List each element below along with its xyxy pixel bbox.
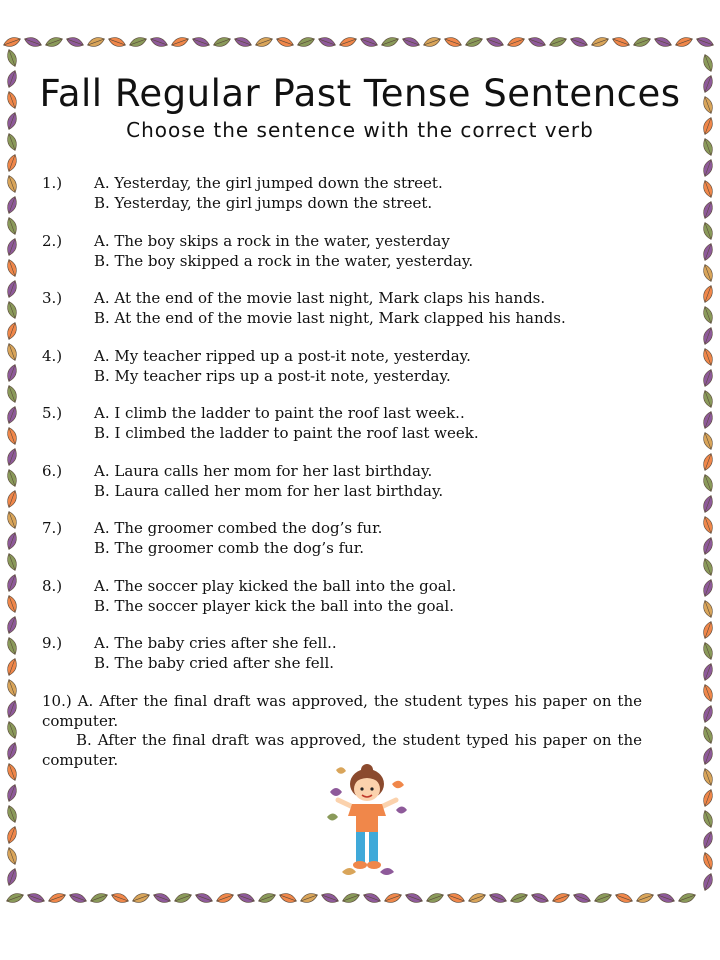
autumn-leaf-icon — [701, 410, 715, 430]
autumn-leaf-icon — [701, 809, 715, 829]
option-a: A. Yesterday, the girl jumped down the street. — [94, 174, 443, 192]
autumn-leaf-icon — [5, 699, 19, 719]
autumn-leaf-icon — [278, 891, 298, 905]
autumn-leaf-icon — [131, 891, 151, 905]
page-title: Fall Regular Past Tense Sentences — [39, 72, 681, 115]
autumn-leaf-icon — [5, 258, 19, 278]
autumn-leaf-icon — [254, 35, 274, 49]
autumn-leaf-icon — [701, 830, 715, 850]
question-9 — [42, 634, 642, 673]
option-b: B. The soccer player kick the ball into the goal. — [94, 596, 454, 615]
autumn-leaf-icon — [569, 35, 589, 49]
autumn-leaf-icon — [5, 891, 25, 905]
autumn-leaf-icon — [701, 326, 715, 346]
autumn-leaf-icon — [701, 641, 715, 661]
autumn-leaf-icon — [614, 891, 634, 905]
autumn-leaf-icon — [5, 783, 19, 803]
autumn-leaf-icon — [701, 158, 715, 178]
autumn-leaf-icon — [701, 620, 715, 640]
autumn-leaf-icon — [26, 891, 46, 905]
autumn-leaf-icon — [5, 867, 19, 887]
option-b: B. The boy skipped a rock in the water, yesterday. — [94, 251, 474, 270]
question-number: 1.) — [42, 174, 63, 192]
autumn-leaf-icon — [404, 891, 424, 905]
autumn-leaf-icon — [47, 891, 67, 905]
autumn-leaf-icon — [5, 195, 19, 215]
autumn-leaf-icon — [590, 35, 610, 49]
autumn-leaf-icon — [5, 531, 19, 551]
autumn-leaf-icon — [338, 35, 358, 49]
autumn-leaf-icon — [5, 720, 19, 740]
question-number: 8.) — [42, 577, 63, 595]
autumn-leaf-icon — [233, 35, 253, 49]
autumn-leaf-icon — [110, 891, 130, 905]
autumn-leaf-icon — [701, 536, 715, 556]
autumn-leaf-icon — [701, 95, 715, 115]
option-a: A. Laura calls her mom for her last birthday. — [94, 462, 433, 480]
autumn-leaf-icon — [212, 35, 232, 49]
autumn-leaf-icon — [701, 767, 715, 787]
autumn-leaf-icon — [674, 35, 694, 49]
question-10-option-b: B. After the final draft was approved, the student typed his paper on the computer. — [42, 731, 642, 769]
autumn-leaf-icon — [5, 426, 19, 446]
autumn-leaf-icon — [701, 704, 715, 724]
autumn-leaf-icon — [383, 891, 403, 905]
autumn-leaf-icon — [485, 35, 505, 49]
autumn-leaf-icon — [443, 35, 463, 49]
autumn-leaf-icon — [701, 725, 715, 745]
autumn-leaf-icon — [5, 825, 19, 845]
autumn-leaf-icon — [68, 891, 88, 905]
autumn-leaf-icon — [359, 35, 379, 49]
question-5 — [42, 404, 642, 443]
page-subtitle: Choose the sentence with the correct verb — [126, 118, 594, 142]
option-b: B. I climbed the ladder to paint the roof last week. — [94, 423, 479, 442]
autumn-leaf-icon — [380, 35, 400, 49]
autumn-leaf-icon — [506, 35, 526, 49]
autumn-leaf-icon — [5, 48, 19, 68]
autumn-leaf-icon — [701, 74, 715, 94]
autumn-leaf-icon — [464, 35, 484, 49]
autumn-leaf-icon — [701, 431, 715, 451]
autumn-leaf-icon — [701, 515, 715, 535]
autumn-leaf-icon — [149, 35, 169, 49]
autumn-leaf-icon — [44, 35, 64, 49]
question-10-option-a: 10.) A. After the final draft was approved, the student types his paper on the computer. — [42, 692, 642, 730]
autumn-leaf-icon — [362, 891, 382, 905]
autumn-leaf-icon — [695, 35, 715, 49]
autumn-leaf-icon — [5, 279, 19, 299]
option-a: A. The soccer play kicked the ball into the goal. — [94, 577, 457, 595]
autumn-leaf-icon — [701, 242, 715, 262]
autumn-leaf-icon — [152, 891, 172, 905]
autumn-leaf-icon — [656, 891, 676, 905]
autumn-leaf-icon — [632, 35, 652, 49]
autumn-leaf-icon — [128, 35, 148, 49]
autumn-leaf-icon — [5, 363, 19, 383]
autumn-leaf-icon — [701, 347, 715, 367]
autumn-leaf-icon — [488, 891, 508, 905]
question-7 — [42, 519, 642, 558]
autumn-leaf-icon — [701, 137, 715, 157]
autumn-leaf-icon — [191, 35, 211, 49]
autumn-leaf-icon — [611, 35, 631, 49]
autumn-leaf-icon — [5, 153, 19, 173]
option-b: B. Yesterday, the girl jumps down the street. — [94, 193, 433, 212]
option-b: B. The baby cried after she fell. — [94, 653, 335, 672]
option-b: B. My teacher rips up a post-it note, yesterday. — [94, 366, 451, 385]
autumn-leaf-icon — [257, 891, 277, 905]
autumn-leaf-icon — [236, 891, 256, 905]
autumn-leaf-icon — [401, 35, 421, 49]
option-a: A. I climb the ladder to paint the roof last week.. — [94, 404, 465, 422]
autumn-leaf-icon — [5, 741, 19, 761]
autumn-leaf-icon — [467, 891, 487, 905]
autumn-leaf-icon — [317, 35, 337, 49]
autumn-leaf-icon — [89, 891, 109, 905]
option-b: B. The groomer comb the dog’s fur. — [94, 538, 365, 557]
autumn-leaf-icon — [530, 891, 550, 905]
option-b: B. Laura called her mom for her last birthday. — [94, 481, 444, 500]
question-number: 7.) — [42, 519, 63, 537]
question-number: 3.) — [42, 289, 63, 307]
option-a: A. The baby cries after she fell.. — [94, 634, 337, 652]
autumn-leaf-icon — [5, 636, 19, 656]
autumn-leaf-icon — [701, 851, 715, 871]
autumn-leaf-icon — [173, 891, 193, 905]
autumn-leaf-icon — [701, 305, 715, 325]
autumn-leaf-icon — [5, 846, 19, 866]
autumn-leaf-icon — [5, 762, 19, 782]
autumn-leaf-icon — [5, 447, 19, 467]
question-4 — [42, 347, 642, 386]
autumn-leaf-icon — [701, 452, 715, 472]
autumn-leaf-icon — [299, 891, 319, 905]
autumn-leaf-icon — [5, 300, 19, 320]
autumn-leaf-icon — [701, 557, 715, 577]
autumn-leaf-icon — [701, 662, 715, 682]
autumn-leaf-icon — [5, 678, 19, 698]
autumn-leaf-icon — [5, 342, 19, 362]
question-8 — [42, 577, 642, 616]
option-a: A. At the end of the movie last night, Mark claps his hands. — [94, 289, 546, 307]
autumn-leaf-icon — [701, 53, 715, 73]
autumn-leaf-icon — [635, 891, 655, 905]
autumn-leaf-icon — [701, 389, 715, 409]
autumn-leaf-icon — [551, 891, 571, 905]
autumn-leaf-icon — [194, 891, 214, 905]
autumn-leaf-icon — [701, 683, 715, 703]
autumn-leaf-icon — [422, 35, 442, 49]
autumn-leaf-icon — [572, 891, 592, 905]
autumn-leaf-icon — [5, 237, 19, 257]
autumn-leaf-icon — [23, 35, 43, 49]
option-a: A. My teacher ripped up a post-it note, yesterday. — [94, 347, 471, 365]
autumn-leaf-icon — [65, 35, 85, 49]
autumn-leaf-icon — [5, 489, 19, 509]
option-b: B. At the end of the movie last night, Mark clapped his hands. — [94, 308, 566, 327]
autumn-leaf-icon — [701, 200, 715, 220]
autumn-leaf-icon — [701, 578, 715, 598]
autumn-leaf-icon — [275, 35, 295, 49]
autumn-leaf-icon — [701, 116, 715, 136]
question-number: 9.) — [42, 634, 63, 652]
autumn-leaf-icon — [425, 891, 445, 905]
autumn-leaf-icon — [296, 35, 316, 49]
autumn-leaf-icon — [548, 35, 568, 49]
autumn-leaf-icon — [5, 615, 19, 635]
autumn-leaf-icon — [5, 321, 19, 341]
autumn-leaf-icon — [5, 573, 19, 593]
autumn-leaf-icon — [701, 368, 715, 388]
question-2 — [42, 232, 642, 271]
question-number: 6.) — [42, 462, 63, 480]
worksheet — [22, 52, 698, 886]
autumn-leaf-icon — [5, 111, 19, 131]
autumn-leaf-icon — [701, 179, 715, 199]
autumn-leaf-icon — [5, 69, 19, 89]
autumn-leaf-icon — [5, 90, 19, 110]
autumn-leaf-icon — [5, 132, 19, 152]
question-number: 4.) — [42, 347, 63, 365]
question-3 — [42, 289, 642, 328]
autumn-leaf-icon — [701, 872, 715, 892]
autumn-leaf-icon — [701, 494, 715, 514]
autumn-leaf-icon — [5, 552, 19, 572]
autumn-leaf-icon — [320, 891, 340, 905]
autumn-leaf-icon — [5, 174, 19, 194]
autumn-leaf-icon — [701, 473, 715, 493]
autumn-leaf-icon — [701, 221, 715, 241]
autumn-leaf-icon — [107, 35, 127, 49]
autumn-leaf-icon — [701, 263, 715, 283]
autumn-leaf-icon — [5, 510, 19, 530]
autumn-leaf-icon — [653, 35, 673, 49]
autumn-leaf-icon — [701, 788, 715, 808]
question-number: 2.) — [42, 232, 63, 250]
question-1 — [42, 174, 642, 213]
autumn-leaf-icon — [701, 599, 715, 619]
autumn-leaf-icon — [5, 384, 19, 404]
autumn-leaf-icon — [446, 891, 466, 905]
girl-with-falling-leaves-icon — [322, 762, 412, 882]
autumn-leaf-icon — [170, 35, 190, 49]
autumn-leaf-icon — [215, 891, 235, 905]
option-a: A. The groomer combed the dog’s fur. — [94, 519, 383, 537]
autumn-leaf-icon — [5, 216, 19, 236]
autumn-leaf-icon — [701, 284, 715, 304]
autumn-leaf-icon — [86, 35, 106, 49]
autumn-leaf-icon — [5, 405, 19, 425]
autumn-leaf-icon — [5, 468, 19, 488]
autumn-leaf-icon — [677, 891, 697, 905]
question-6 — [42, 462, 642, 501]
autumn-leaf-icon — [341, 891, 361, 905]
autumn-leaf-icon — [5, 594, 19, 614]
autumn-leaf-icon — [5, 804, 19, 824]
autumn-leaf-icon — [527, 35, 547, 49]
autumn-leaf-icon — [701, 746, 715, 766]
autumn-leaf-icon — [5, 657, 19, 677]
autumn-leaf-icon — [509, 891, 529, 905]
autumn-leaf-icon — [2, 35, 22, 49]
question-number: 5.) — [42, 404, 63, 422]
option-a: A. The boy skips a rock in the water, yesterday — [94, 232, 450, 250]
autumn-leaf-icon — [593, 891, 613, 905]
